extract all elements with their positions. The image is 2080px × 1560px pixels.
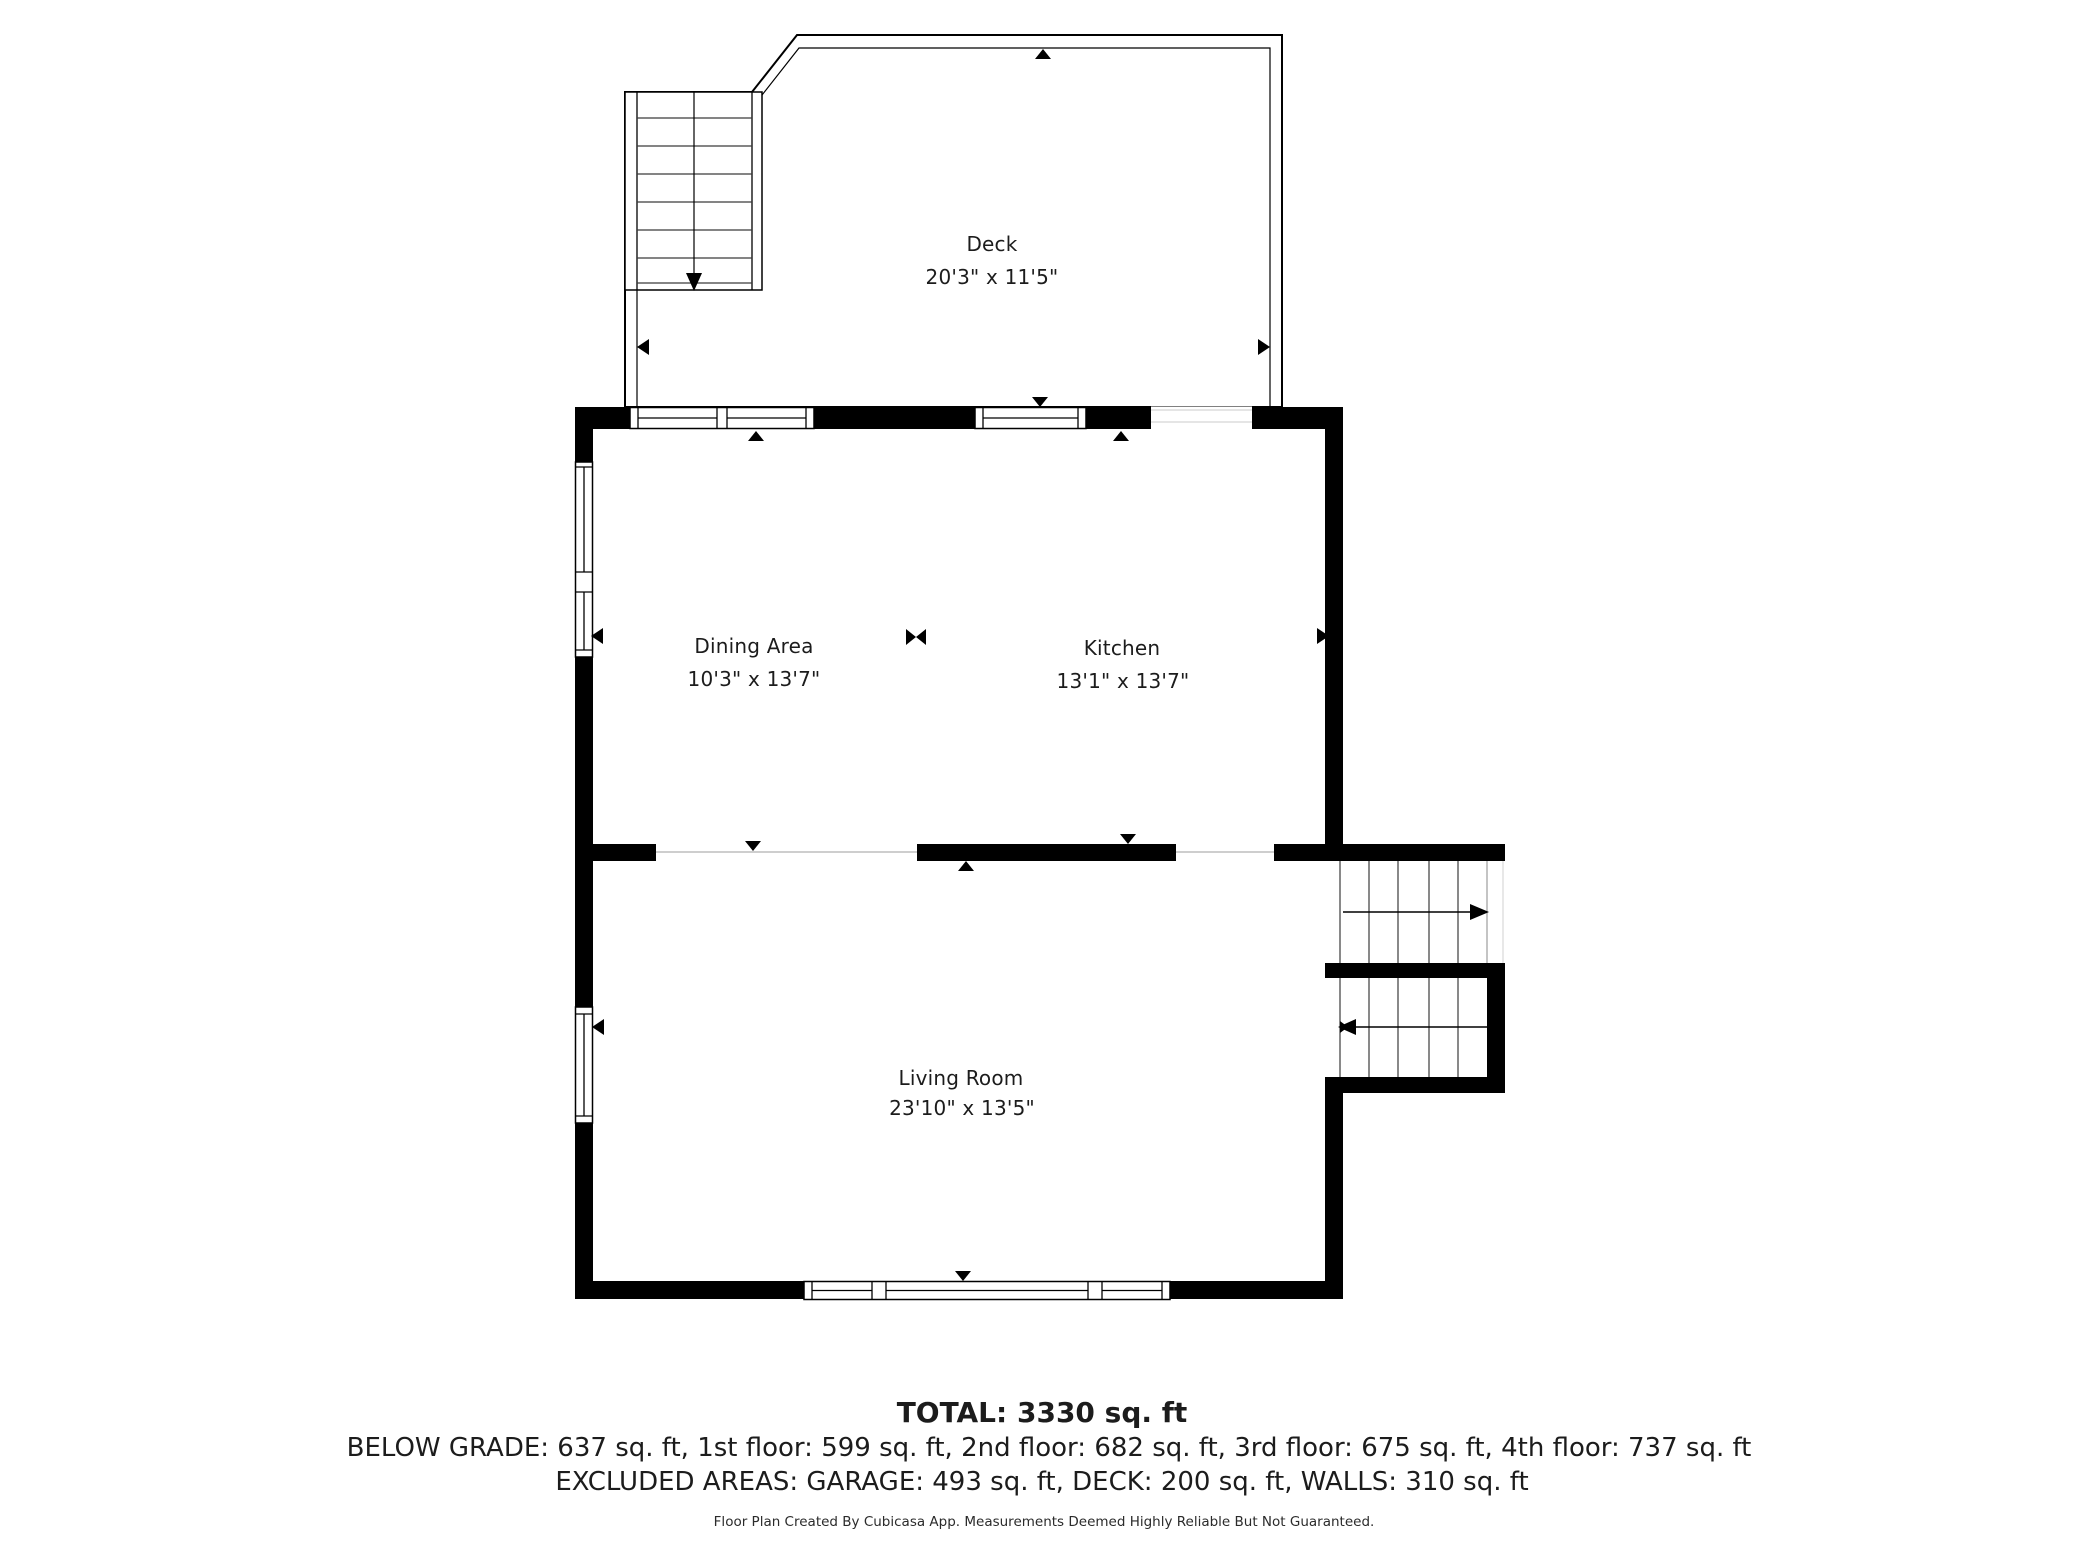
left-window-marker-lower-icon: [592, 1019, 604, 1035]
deck-area: [625, 35, 1282, 407]
mid-wall-marker-down2-icon: [1120, 834, 1136, 844]
room-split-marker-left-icon: [906, 629, 916, 645]
disclaimer-text: Floor Plan Created By Cubicasa App. Measurements Deemed Highly Reliable But Not Guaranteed.: [713, 1514, 1375, 1530]
living-room-label: Living Room: [898, 1066, 1024, 1090]
wall-mid-segment-left: [593, 844, 656, 861]
summary-block: [347, 1396, 1752, 1530]
bottom-wall-marker-icon: [955, 1271, 971, 1281]
room-labels: [688, 634, 1190, 1120]
living-room-dimensions: 23'10" x 13'5": [889, 1096, 1035, 1120]
stairs-up-arrow-icon: [1470, 904, 1489, 920]
top-wall-marker-right-icon: [1113, 431, 1129, 441]
excluded-areas-text: EXCLUDED AREAS: GARAGE: 493 sq. ft, DECK: 200 sq. ft, WALLS: 310 sq. ft: [555, 1467, 1529, 1497]
deck-stairs: [625, 92, 762, 291]
window-left-upper: [576, 462, 593, 657]
stairs-down-start-tick-icon: [1340, 1021, 1348, 1033]
window-top-left-pair: [630, 408, 814, 429]
total-area-text: TOTAL: 3330 sq. ft: [896, 1396, 1188, 1429]
stairs-up-corridor: [1340, 861, 1503, 963]
door-markers: [591, 397, 1329, 1281]
window-bottom-band: [804, 1282, 1170, 1300]
window-left-lower: [576, 1007, 593, 1123]
wall-stairbox-bottom: [1325, 1077, 1505, 1093]
wall-mid-segment-center: [917, 844, 1176, 861]
wall-right-upper: [1325, 407, 1343, 861]
room-split-marker-right-icon: [916, 629, 926, 645]
kitchen-label: Kitchen: [1083, 636, 1161, 660]
kitchen-dimensions: 13'1" x 13'7": [1056, 669, 1190, 693]
mid-wall-marker-up-icon: [958, 861, 974, 871]
stairs-down-box: [1338, 978, 1487, 1077]
window-top-right: [975, 408, 1086, 429]
top-wall-marker-left-icon: [748, 431, 764, 441]
wall-mid-segment-right: [1274, 844, 1505, 861]
deck-label: Deck: [966, 232, 1018, 256]
wall-stairbox-right: [1487, 963, 1505, 1093]
deck-dimensions: 20'3" x 11'5": [925, 265, 1059, 289]
dining-area-dimensions: 10'3" x 13'7": [687, 667, 821, 691]
wall-stair-corridor-bottom: [1325, 963, 1505, 978]
mid-wall-marker-down-icon: [745, 841, 761, 851]
wall-right-lower: [1325, 1093, 1343, 1299]
floor-areas-text: BELOW GRADE: 637 sq. ft, 1st floor: 599 sq. ft, 2nd floor: 682 sq. ft, 3rd floor: 675 sq. ft, 4th floor: 737 sq. ft: [346, 1433, 1752, 1463]
deck-door-opening: [1151, 407, 1252, 430]
walls: [575, 407, 1505, 1299]
dining-area-label: Dining Area: [694, 634, 814, 658]
